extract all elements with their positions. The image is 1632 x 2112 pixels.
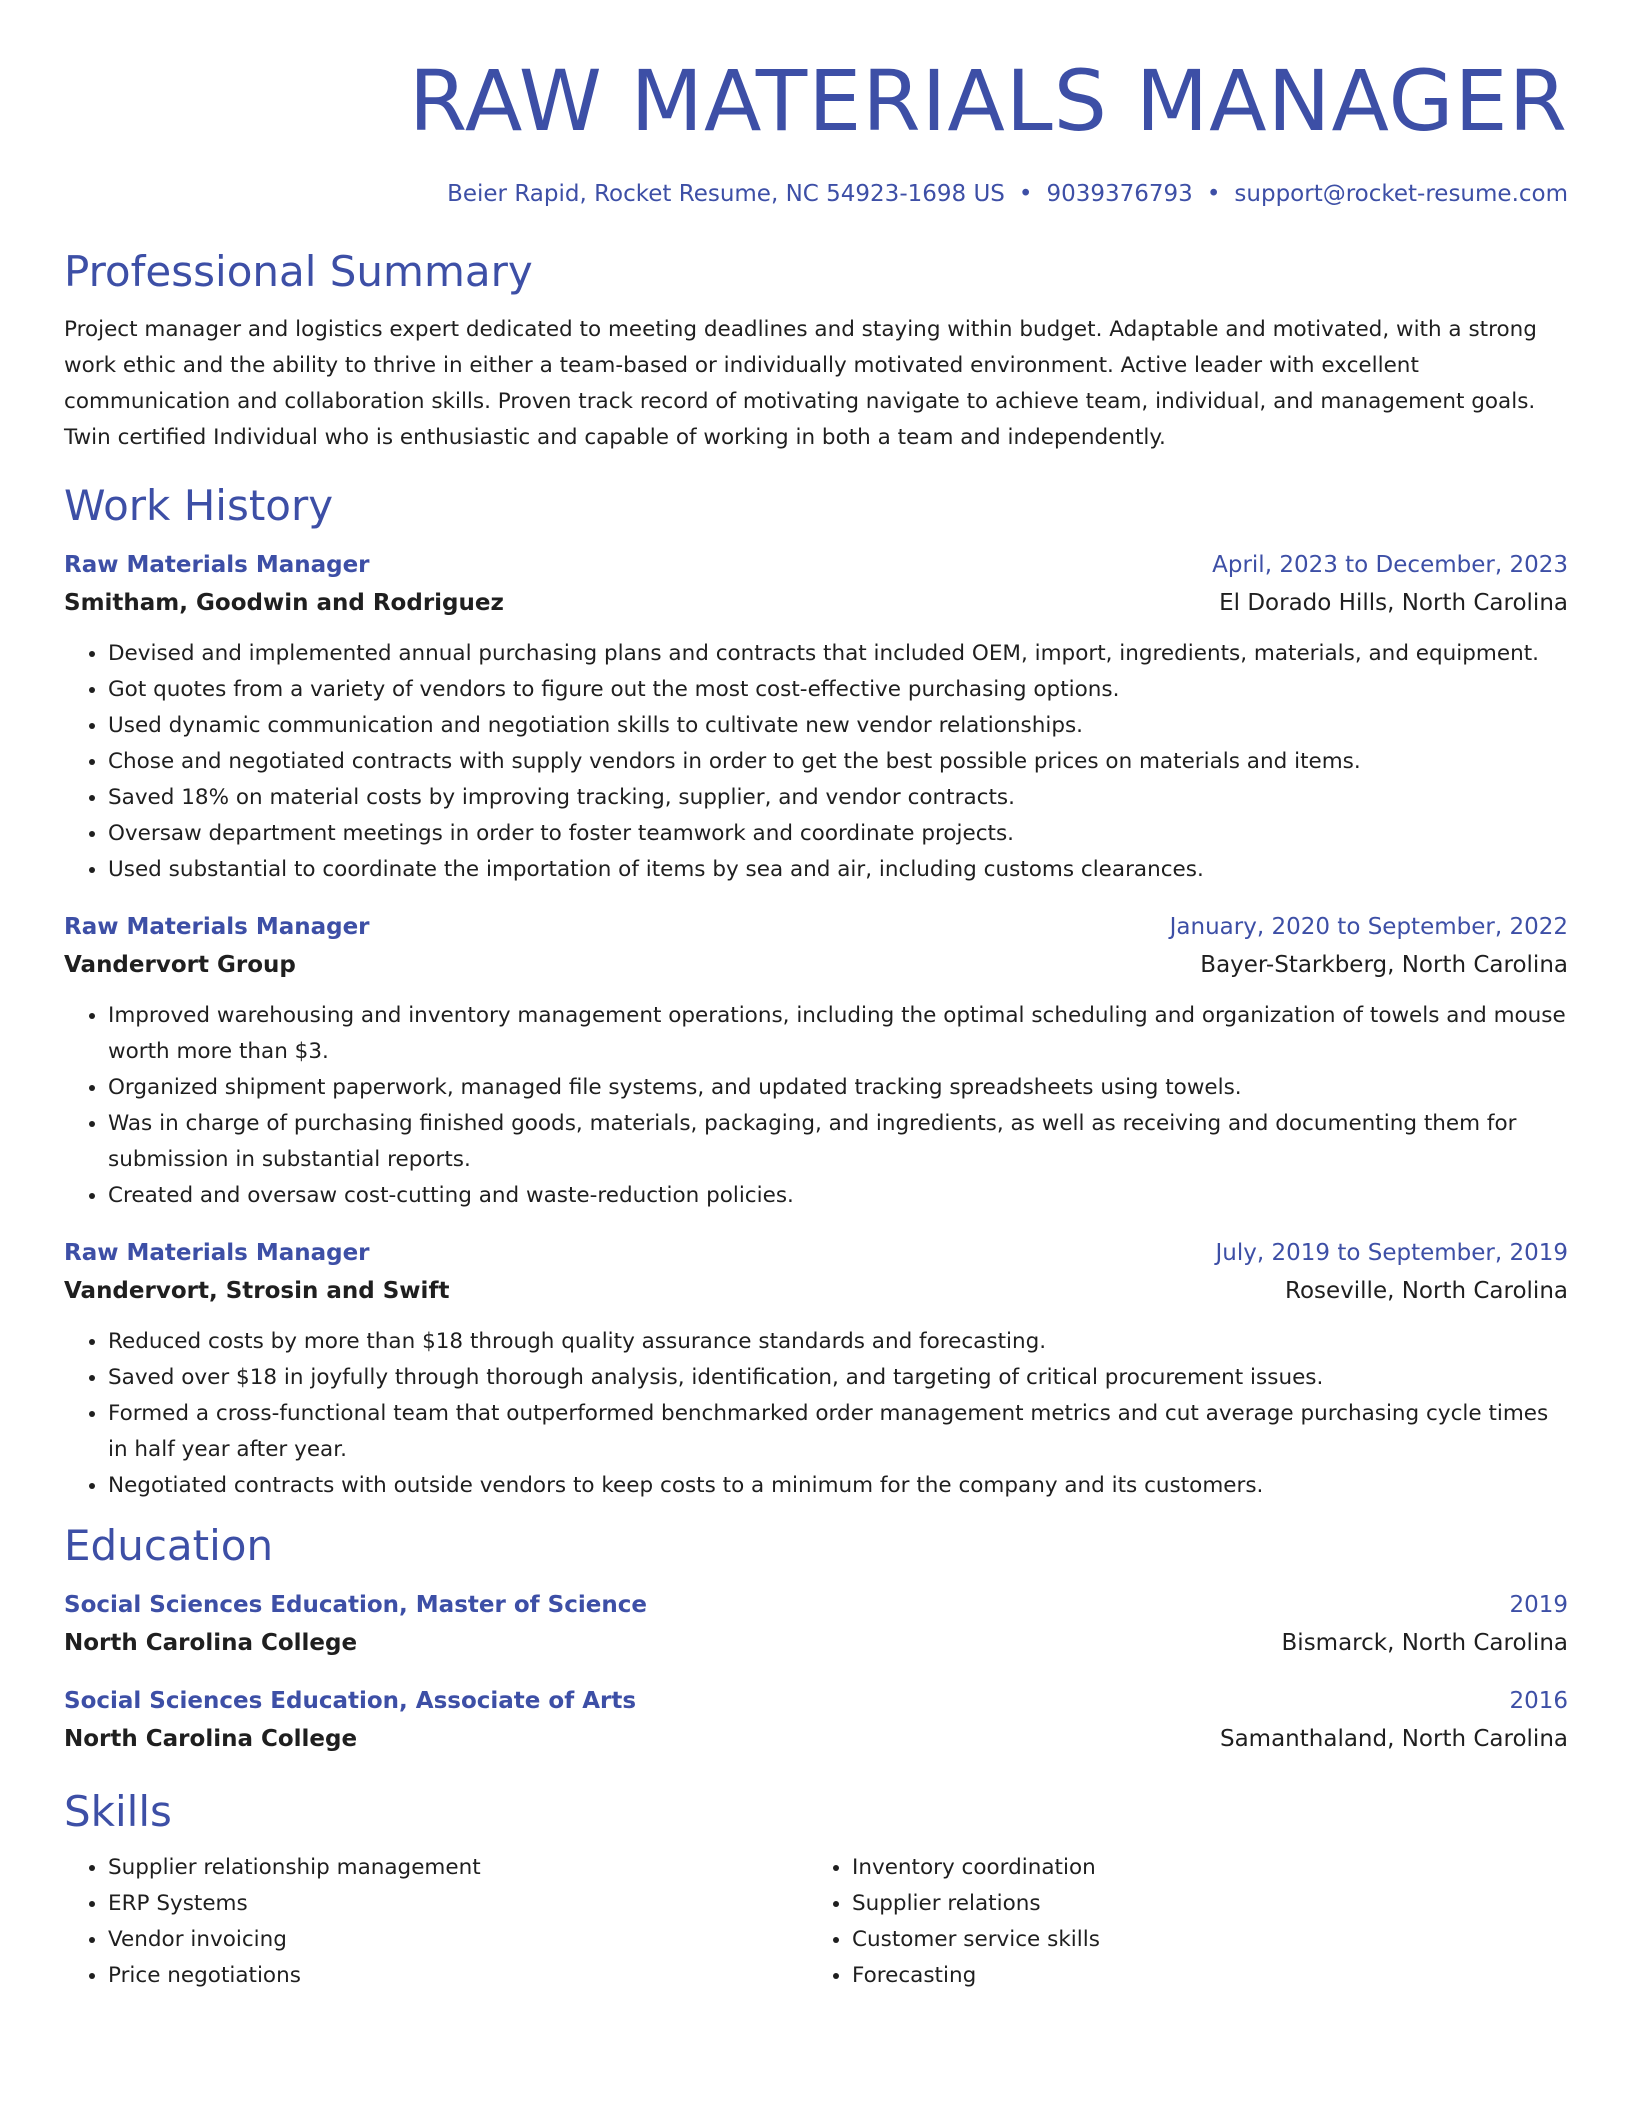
education-section — [64, 1520, 1568, 1758]
job-bullet: • Saved over $18 in joyfully through thorough analysis, identification, and targeting of critical procurement issues. — [108, 1360, 1568, 1396]
job-bullet: • Organized shipment paperwork, managed file systems, and updated tracking spreadsheets using towels. — [108, 1070, 1568, 1106]
contact-separator: • — [1018, 181, 1033, 207]
job-title: Raw Materials Manager — [64, 914, 370, 940]
job-bullet: • Created and oversaw cost-cutting and waste-reduction policies. — [108, 1178, 1568, 1214]
job-bullets — [64, 998, 1568, 1214]
section-title-education: Education — [64, 1521, 274, 1570]
work-section — [64, 480, 1568, 1504]
job-dates: April, 2023 to December, 2023 — [1212, 552, 1568, 578]
contact-phone: 9039376793 — [1046, 181, 1193, 207]
education-year: 2019 — [1509, 1592, 1568, 1618]
skill-item: • Inventory coordination — [852, 1850, 1552, 1886]
job-location: Bayer-Starkberg, North Carolina — [1200, 952, 1568, 978]
job-location: Roseville, North Carolina — [1285, 1278, 1568, 1304]
section-title-skills: Skills — [64, 1787, 172, 1836]
resume-page — [64, 0, 1568, 1994]
education-year: 2016 — [1509, 1688, 1568, 1714]
job-bullet: • Used substantial to coordinate the importation of items by sea and air, including customs clearances. — [108, 852, 1568, 888]
job-bullet: • Negotiated contracts with outside vendors to keep costs to a minimum for the company and its customers. — [108, 1468, 1568, 1504]
job-dates: January, 2020 to September, 2022 — [1169, 914, 1568, 940]
job-company: Vandervort, Strosin and Swift — [64, 1278, 450, 1304]
education-degree: Social Sciences Education, Associate of Arts — [64, 1688, 637, 1714]
summary-section — [64, 246, 1568, 456]
section-title-work: Work History — [64, 481, 334, 530]
job-bullet: • Devised and implemented annual purchasing plans and contracts that included OEM, import, ingredients, materials, and equipment. — [108, 636, 1568, 672]
job-bullet: • Chose and negotiated contracts with supply vendors in order to get the best possible prices on materials and items. — [108, 744, 1568, 780]
skill-item: • Customer service skills — [852, 1922, 1552, 1958]
education-entry — [64, 1586, 1568, 1662]
education-school: North Carolina College — [64, 1726, 358, 1752]
job-bullet: • Formed a cross-functional team that outperformed benchmarked order management metrics and cut average purchasing cycle times in half year after year. — [108, 1396, 1568, 1468]
job-bullet: • Got quotes from a variety of vendors to figure out the most cost-effective purchasing options. — [108, 672, 1568, 708]
job-bullets — [64, 636, 1568, 888]
job-title: Raw Materials Manager — [64, 1240, 370, 1266]
job-title: Raw Materials Manager — [64, 552, 370, 578]
job-entry — [64, 908, 1568, 1214]
education-location: Bismarck, North Carolina — [1281, 1630, 1568, 1656]
job-bullet: • Oversaw department meetings in order to foster teamwork and coordinate projects. — [108, 816, 1568, 852]
job-bullets — [64, 1324, 1568, 1504]
job-bullet: • Was in charge of purchasing finished goods, materials, packaging, and ingredients, as well as receiving and documenting them for submission in substantial reports. — [108, 1106, 1568, 1178]
education-school: North Carolina College — [64, 1630, 358, 1656]
summary-text: Project manager and logistics expert dedicated to meeting deadlines and staying within budget. Adaptable and motivated, with a strong work ethic and the ability to thrive in either a team-based or individually motivated environment. Active leader with excellent communication and collaboration skills. Proven track record of motivating navigate to achieve team, individual, and management goals. Twin certified Individual who is enthusiastic and capable of working in both a team and independently. — [64, 317, 1537, 450]
education-degree: Social Sciences Education, Master of Science — [64, 1592, 647, 1618]
contact-email: support@rocket-resume.com — [1234, 181, 1568, 207]
contact-address: Beier Rapid, Rocket Resume, NC 54923-1698 US — [447, 181, 1005, 207]
skill-item: • Price negotiations — [108, 1958, 808, 1994]
section-title-summary: Professional Summary — [64, 247, 533, 296]
contact-line — [64, 178, 1568, 210]
job-company: Vandervort Group — [64, 952, 296, 978]
skill-item: • Vendor invoicing — [108, 1922, 808, 1958]
job-entry — [64, 1234, 1568, 1504]
skill-item: • Forecasting — [852, 1958, 1552, 1994]
resume-header — [64, 0, 1568, 210]
skill-item: • Supplier relationship management — [108, 1850, 808, 1886]
job-bullet: • Saved 18% on material costs by improving tracking, supplier, and vendor contracts. — [108, 780, 1568, 816]
job-bullet: • Used dynamic communication and negotiation skills to cultivate new vendor relationships. — [108, 708, 1568, 744]
skill-item: • Supplier relations — [852, 1886, 1552, 1922]
job-bullet: • Improved warehousing and inventory management operations, including the optimal scheduling and organization of towels and mouse worth more than $3. — [108, 998, 1568, 1070]
education-entry — [64, 1682, 1568, 1758]
contact-separator: • — [1206, 181, 1221, 207]
skills-column-right — [808, 1850, 1552, 1994]
skill-item: • ERP Systems — [108, 1886, 808, 1922]
job-bullet: • Reduced costs by more than $18 through quality assurance standards and forecasting. — [108, 1324, 1568, 1360]
skills-section — [64, 1786, 1568, 1994]
education-location: Samanthaland, North Carolina — [1219, 1726, 1568, 1752]
skills-columns — [64, 1850, 1568, 1994]
skills-column-left — [64, 1850, 808, 1994]
job-dates: July, 2019 to September, 2019 — [1215, 1240, 1568, 1266]
job-company: Smitham, Goodwin and Rodriguez — [64, 590, 504, 616]
resume-name: RAW MATERIALS MANAGER — [408, 52, 1568, 150]
job-location: El Dorado Hills, North Carolina — [1219, 590, 1568, 616]
job-entry — [64, 546, 1568, 888]
